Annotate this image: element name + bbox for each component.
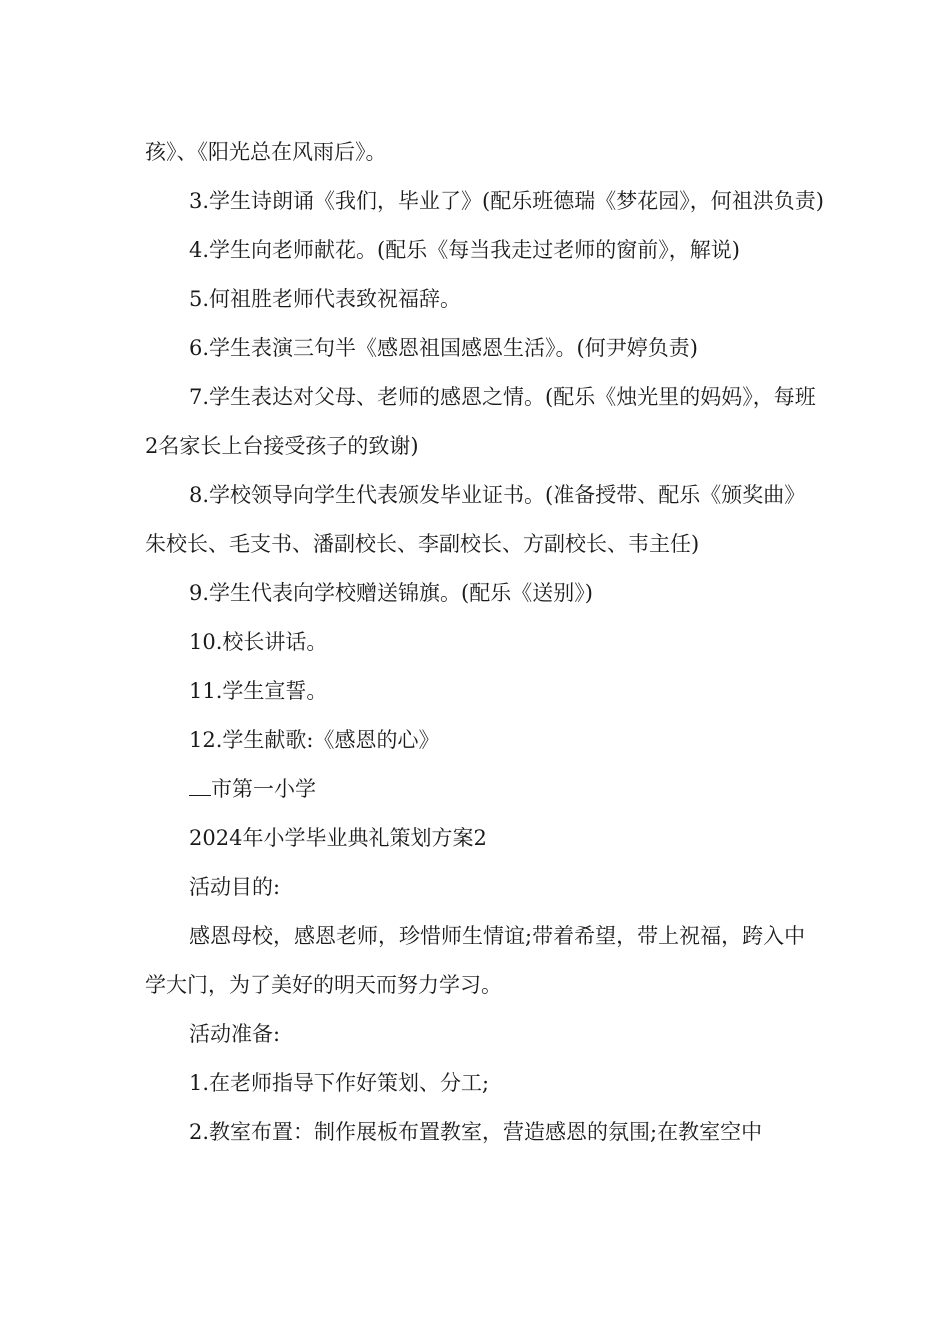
program-item-5: 5.何祖胜老师代表致祝福辞。 [189, 287, 462, 311]
preparation-item-1: 1.在老师指导下作好策划、分工; [189, 1071, 490, 1095]
program-item-4: 4.学生向老师献花。(配乐《每当我走过老师的窗前》，解说) [189, 238, 740, 262]
program-item-3: 3.学生诗朗诵《我们，毕业了》(配乐班德瑞《梦花园》，何祖洪负责) [189, 189, 824, 213]
heading-preparation: 活动准备: [189, 1022, 281, 1046]
preparation-item-2: 2.教室布置：制作展板布置教室，营造感恩的氛围;在教室空中 [189, 1120, 763, 1144]
school-name: 市第一小学 [211, 777, 316, 801]
section-title: 2024年小学毕业典礼策划方案2 [189, 826, 487, 850]
school-signature [145, 765, 825, 814]
program-item-9: 9.学生代表向学校赠送锦旗。(配乐《送别》) [189, 581, 593, 605]
blank-underline [189, 777, 211, 796]
paragraph-continuation: 孩》、《阳光总在风雨后》。 [145, 140, 387, 164]
program-item-11: 11.学生宣誓。 [189, 679, 328, 703]
program-item-8: 8.学校领导向学生代表颁发毕业证书。(准备授带、配乐《颁奖曲》朱校长、毛支书、潘副校长、李副校长、方副校长、韦主任) [145, 483, 806, 556]
program-item-6: 6.学生表演三句半《感恩祖国感恩生活》。(何尹婷负责) [189, 336, 698, 360]
purpose-text: 感恩母校，感恩老师，珍惜师生情谊;带着希望，带上祝福，跨入中学大门，为了美好的明天而努力学习。 [145, 924, 806, 997]
heading-purpose: 活动目的: [189, 875, 281, 899]
document-body [145, 128, 825, 1157]
program-item-12: 12.学生献歌:《感恩的心》 [189, 728, 440, 752]
program-item-10: 10.校长讲话。 [189, 630, 328, 654]
program-item-7: 7.学生表达对父母、老师的感恩之情。(配乐《烛光里的妈妈》，每班2名家长上台接受孩子的致谢) [145, 385, 816, 458]
